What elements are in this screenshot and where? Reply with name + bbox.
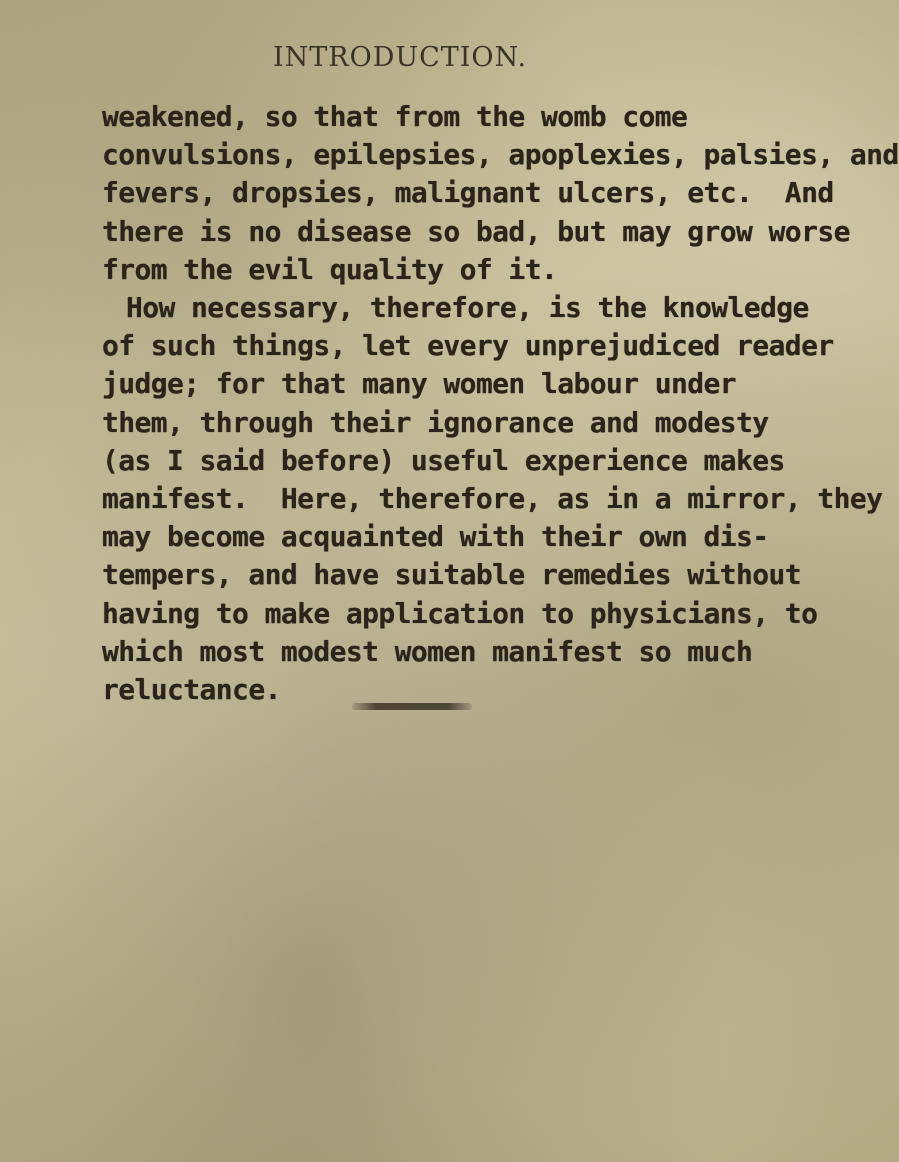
text-line: from the evil quality of it. xyxy=(102,252,558,286)
text-line: judge; for that many women labour under xyxy=(102,367,737,401)
text-line: (as I said before) useful experience makes xyxy=(102,443,785,477)
text-line: reluctance. xyxy=(102,673,281,707)
text-line: having to make application to physicians, to xyxy=(102,596,818,630)
text-line: weakened, so that from the womb come xyxy=(102,100,688,133)
printer-rule-ornament-icon xyxy=(352,703,472,710)
running-head: INTRODUCTION. xyxy=(272,42,528,73)
body-text xyxy=(102,98,899,709)
text-line: there is no disease so bad, but may grow worse xyxy=(102,214,850,248)
text-line: convulsions, epilepsies, apoplexies, palsies, and xyxy=(102,138,899,172)
text-line: fevers, dropsies, malignant ulcers, etc. And xyxy=(102,176,834,210)
paragraph-start-line: How necessary, therefore, is the knowledge xyxy=(126,291,809,325)
text-line: may become acquainted with their own dis- xyxy=(102,520,769,554)
text-line: manifest. Here, therefore, as in a mirror, they xyxy=(102,482,883,516)
text-line: which most modest women manifest so much xyxy=(102,634,753,668)
text-line: tempers, and have suitable remedies without xyxy=(102,558,802,592)
text-line: them, through their ignorance and modesty xyxy=(102,405,769,439)
text-line: of such things, let every unprejudiced reader xyxy=(102,329,834,363)
